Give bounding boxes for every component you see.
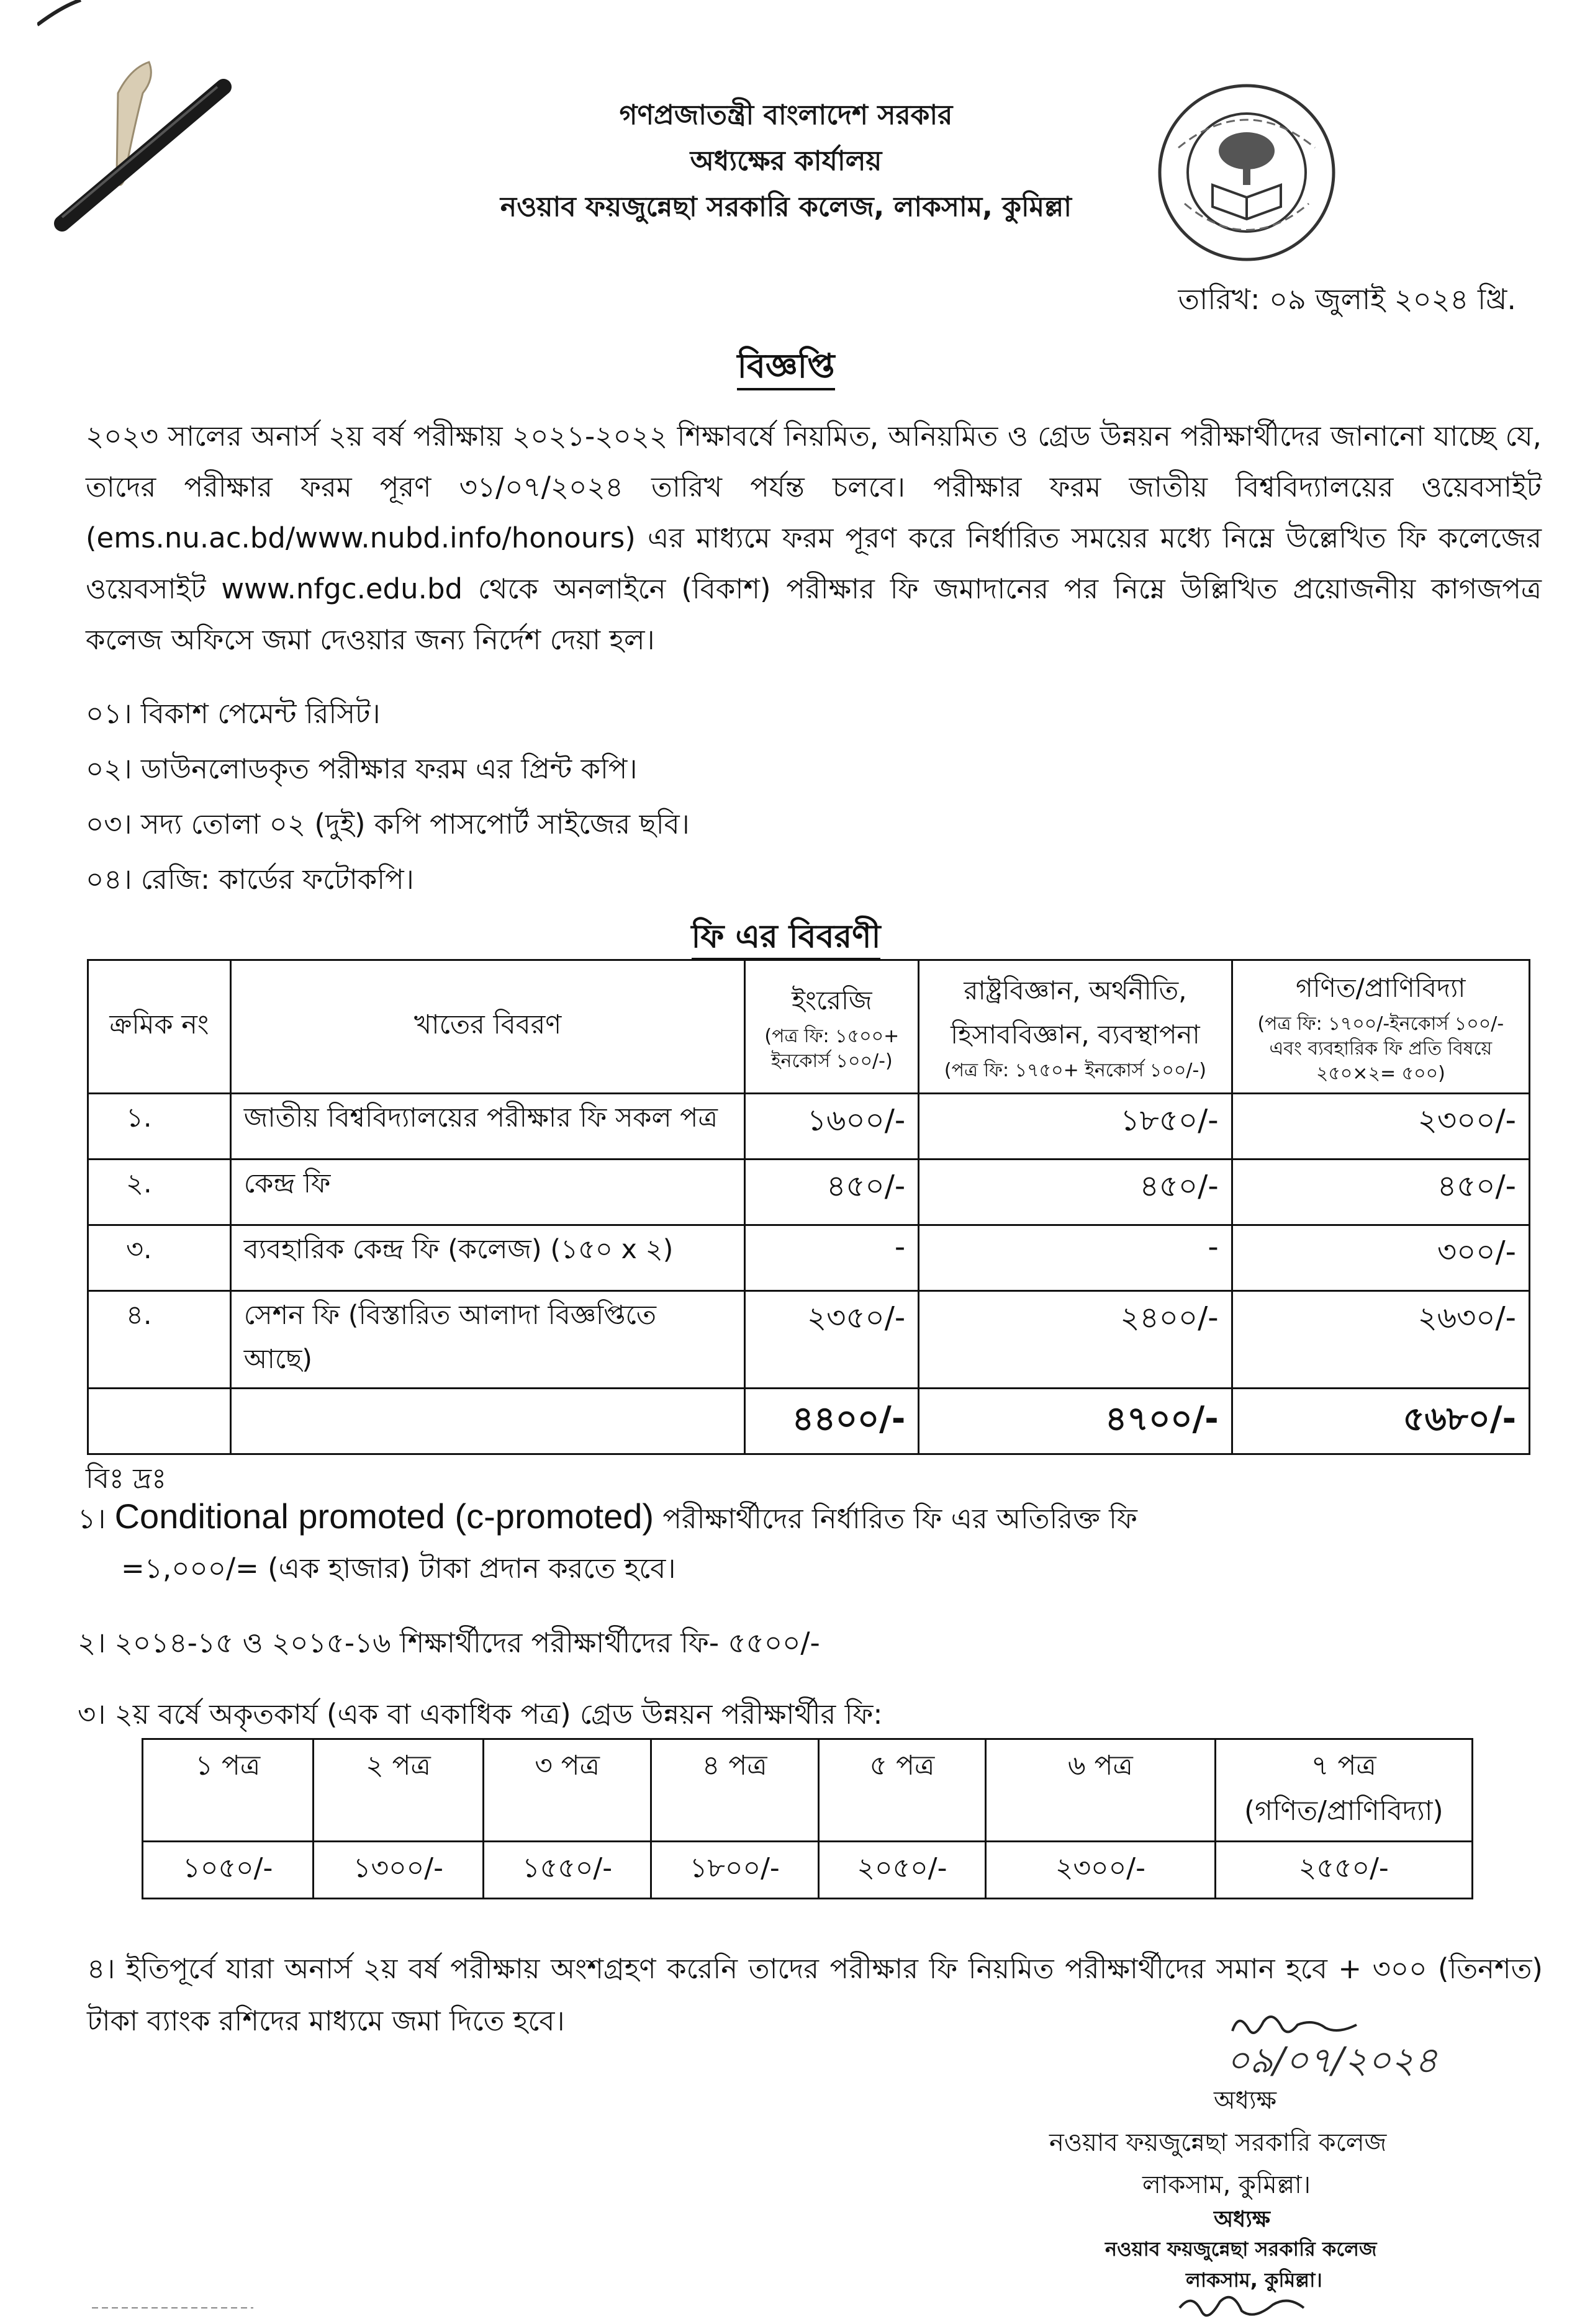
row-serial: ৩.	[88, 1225, 231, 1291]
stamp-signature-scribble	[1173, 2289, 1310, 2324]
header-math-zoology: গণিত/প্রাণিবিদ্যা (পত্র ফি: ১৭০০/-ইনকোর্স ১০০/- এবং ব্যবহারিক ফি প্রতি বিষয়ে ২৫০×২= ৫০০)	[1232, 960, 1529, 1094]
paper-count: ২ পত্র	[313, 1739, 484, 1842]
grade-fee: ১৩০০/-	[313, 1842, 484, 1899]
row-serial: ৪.	[88, 1291, 231, 1389]
note-1-text: পরীক্ষার্থীদের নির্ধারিত ফি এর অতিরিক্ত ফি	[662, 1502, 1137, 1535]
fee-social-sciences: -	[919, 1225, 1232, 1291]
total-english: ৪৪০০/-	[745, 1389, 919, 1454]
grade-fee: ২৫৫০/-	[1215, 1842, 1472, 1899]
paper-count: ৫ পত্র	[818, 1739, 986, 1842]
fee-english: ৪৫০/-	[745, 1160, 919, 1225]
note-3: ৩। ২য় বর্ষে অকৃতকার্য (এক বা একাধিক পত্র) গ্রেড উন্নয়ন পরীক্ষার্থীর ফি:	[78, 1698, 883, 1731]
grade-table-header-row	[143, 1739, 1473, 1842]
row-serial: ১.	[88, 1094, 231, 1160]
college-seal-logo	[1154, 79, 1340, 266]
fee-social-sciences: ৪৫০/-	[919, 1160, 1232, 1225]
signatory-title: অধ্যক্ষ	[1214, 2086, 1277, 2115]
footer-scan-mark	[92, 2302, 253, 2318]
row-description: কেন্দ্র ফি	[230, 1160, 745, 1225]
table-row	[88, 1291, 1530, 1389]
grade-fee: ১৫৫০/-	[484, 1842, 651, 1899]
stamp-location: লাকসাম, কুমিল্লা।	[1186, 2268, 1322, 2292]
grade-fee: ১০৫০/-	[143, 1842, 314, 1899]
note-1-c-promoted: Conditional promoted (c-promoted)	[114, 1497, 654, 1536]
total-blank	[88, 1389, 231, 1454]
fee-table	[87, 959, 1530, 1455]
note-2: ২। ২০১৪-১৫ ও ২০১৫-১৬ শিক্ষার্থীদের পরীক্ষার্থীদের ফি- ৫৫০০/-	[78, 1626, 820, 1659]
total-math-zoology: ৫৬৮০/-	[1232, 1389, 1529, 1454]
header-serial: ক্রমিক নং	[88, 960, 231, 1094]
note-1-line2: =১,০০০/= (এক হাজার) টাকা প্রদান করতে হবে।	[121, 1552, 676, 1585]
row-description: জাতীয় বিশ্ববিদ্যালয়ের পরীক্ষার ফি সকল পত্র	[230, 1094, 745, 1160]
stamp-title: অধ্যক্ষ	[1214, 2207, 1270, 2232]
requirement-item: ০৩। সদ্য তোলা ০২ (দুই) কপি পাসপোর্ট সাইজের ছবি।	[86, 808, 690, 840]
signatory-location: লাকসাম, কুমিল্লা।	[1142, 2171, 1311, 2199]
fee-math-zoology: ২৬৩০/-	[1232, 1291, 1529, 1389]
paper-count-subjects: (গণিত/প্রাণিবিদ্যা)	[1244, 1795, 1443, 1827]
fee-social-sciences: ১৮৫০/-	[919, 1094, 1232, 1160]
stamp-college: নওয়াব ফয়জুন্নেছা সরকারি কলেজ	[1105, 2237, 1377, 2261]
fee-table-header-row	[88, 960, 1530, 1094]
notice-title: বিজ্ঞপ্তি	[0, 340, 1572, 396]
row-description: সেশন ফি (বিস্তারিত আলাদা বিজ্ঞপ্তিতে আছে)	[230, 1291, 745, 1389]
notice-date: তারিখ: ০৯ জুলাই ২০২৪ খ্রি.	[1178, 282, 1516, 316]
note-1-number: ১।	[78, 1502, 106, 1535]
row-serial: ২.	[88, 1160, 231, 1225]
official-stamp	[1105, 2202, 1428, 2324]
fee-english: ১৬০০/-	[745, 1094, 919, 1160]
paper-count: ৩ পত্র	[484, 1739, 651, 1842]
table-row	[88, 1225, 1530, 1291]
requirement-item: ০১। বিকাশ পেমেন্ট রিসিট।	[86, 697, 381, 730]
fee-table-title: ফি এর বিবরণী	[0, 911, 1572, 965]
table-row	[88, 1160, 1530, 1225]
grade-table-fee-row	[143, 1842, 1473, 1899]
fee-total-row	[88, 1389, 1530, 1454]
notes-label: বিঃ দ্রঃ	[86, 1462, 167, 1495]
header-office: অধ্যক্ষের কার্যালয়	[690, 145, 882, 177]
paper-count: ৪ পত্র	[651, 1739, 818, 1842]
fee-math-zoology: ৩০০/-	[1232, 1225, 1529, 1291]
grade-fee: ২০৫০/-	[818, 1842, 986, 1899]
table-row	[88, 1094, 1530, 1160]
header-college: নওয়াব ফয়জুন্নেছা সরকারি কলেজ, লাকসাম, কুমিল্লা	[500, 191, 1072, 223]
header-government: গণপ্রজাতন্ত্রী বাংলাদেশ সরকার	[619, 99, 953, 131]
total-blank	[230, 1389, 745, 1454]
note-4: ৪। ইতিপূর্বে যারা অনার্স ২য় বর্ষ পরীক্ষায় অংশগ্রহণ করেনি তাদের পরীক্ষার ফি নিয়মিত পরীক্ষার্থীদের সমান হবে + ৩০০ (তিনশত) টাকা ব্যাংক রশিদের মাধ্যমে জমা দিতে হবে।	[87, 1952, 1543, 2037]
grade-improvement-fee-table	[142, 1738, 1473, 1899]
signature-handwritten-date: ০৯/০৭/২০২৪	[1226, 2039, 1438, 2081]
header-description: খাতের বিবরণ	[230, 960, 745, 1094]
grade-fee: ১৮০০/-	[651, 1842, 818, 1899]
notice-intro-paragraph: ২০২৩ সালের অনার্স ২য় বর্ষ পরীক্ষায় ২০২১-২০২২ শিক্ষাবর্ষে নিয়মিত, অনিয়মিত ও গ্রেড উন্নয়ন পরীক্ষার্থীদের জানানো যাচ্ছে যে, তাদের পরীক্ষার ফরম পূরণ ৩১/০৭/২০২৪ তারিখ পর্যন্ত চলবে। পরীক্ষার ফরম জাতীয় বিশ্ববিদ্যালয়ের ওয়েবসাইট (ems.nu.ac.bd/www.nubd.info/honours) এর মাধ্যমে ফরম পূরণ করে নির্ধারিত সময়ের মধ্যে নিম্নে উল্লেখিত ফি কলেজের ওয়েবসাইট www.nfgc.edu.bd থেকে অনলাইনে (বিকাশ) পরীক্ষার ফি জমাদানের পর নিম্নে উল্লিখিত প্রয়োজনীয় কাগজপত্র কলেজ অফিসে জমা দেওয়ার জন্য নির্দেশ দেয়া হল।	[86, 420, 1542, 656]
fee-math-zoology: ২৩০০/-	[1232, 1094, 1529, 1160]
requirement-item: ০৪। রেজি: কার্ডের ফটোকপি।	[86, 863, 414, 896]
total-social-sciences: ৪৭০০/-	[919, 1389, 1232, 1454]
header-english: ইংরেজি (পত্র ফি: ১৫০০+ ইনকোর্স ১০০/-)	[745, 960, 919, 1094]
paper-count: ৬ পত্র	[986, 1739, 1215, 1842]
signatory-college: নওয়াব ফয়জুন্নেছা সরকারি কলেজ	[1049, 2128, 1387, 2157]
fee-social-sciences: ২৪০০/-	[919, 1291, 1232, 1389]
header-social-sciences: রাষ্ট্রবিজ্ঞান, অর্থনীতি, হিসাববিজ্ঞান, ব্যবস্থাপনা (পত্র ফি: ১৭৫০+ ইনকোর্স ১০০/-)	[919, 960, 1232, 1094]
paper-count-label: ৭ পত্র	[1311, 1750, 1376, 1781]
grade-fee: ২৩০০/-	[986, 1842, 1215, 1899]
fee-english: -	[745, 1225, 919, 1291]
note-1	[78, 1496, 1137, 1544]
paper-count: ১ পত্র	[143, 1739, 314, 1842]
fee-english: ২৩৫০/-	[745, 1291, 919, 1389]
fee-math-zoology: ৪৫০/-	[1232, 1160, 1529, 1225]
row-description: ব্যবহারিক কেন্দ্র ফি (কলেজ) (১৫০ x ২)	[230, 1225, 745, 1291]
requirement-item: ০২। ডাউনলোডকৃত পরীক্ষার ফরম এর প্রিন্ট কপি।	[86, 752, 638, 785]
paper-count	[1215, 1739, 1472, 1842]
